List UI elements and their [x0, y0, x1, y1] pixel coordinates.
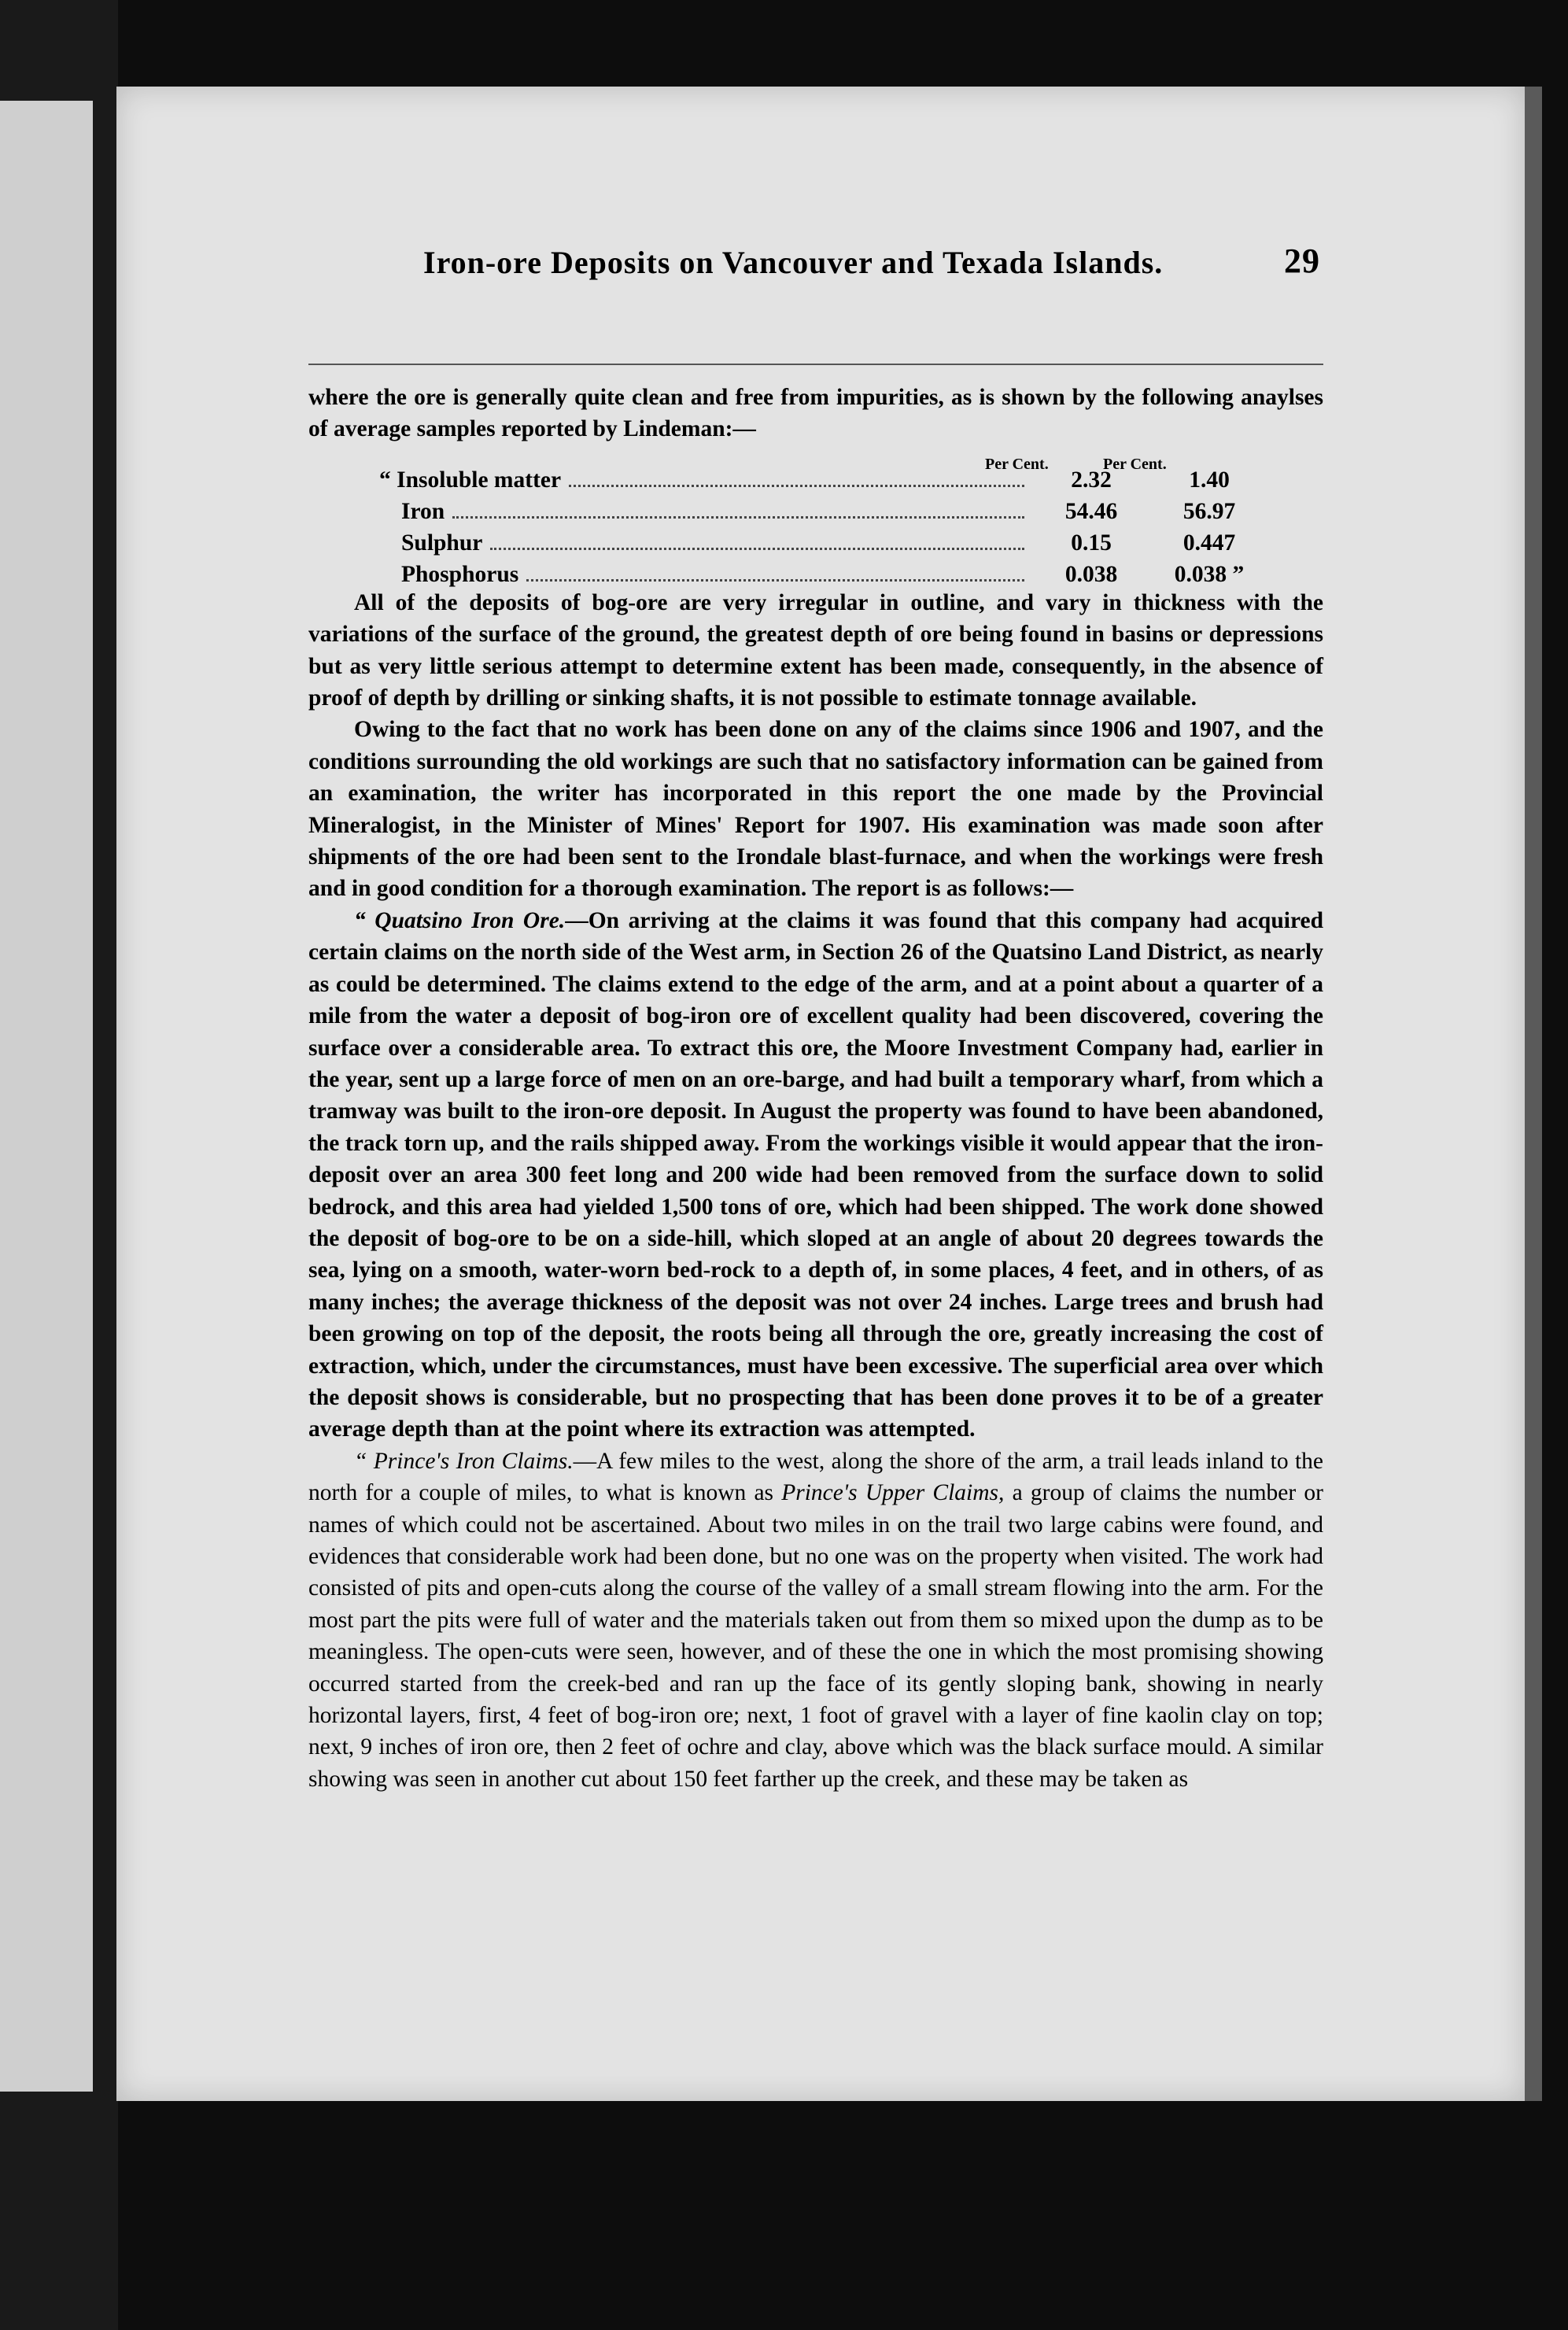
body-text — [308, 382, 1323, 1795]
page-number: 29 — [1284, 242, 1320, 280]
row-value-2: 0.038 ” — [1174, 561, 1245, 587]
princes-heading: “ Prince's Iron Claims. — [354, 1448, 574, 1474]
table-col2-header: Per Cent. — [1103, 455, 1167, 473]
leader-dots — [490, 530, 1024, 550]
quatsino-paragraph — [308, 905, 1323, 1446]
princes-text-b: a group of claims the number or names of which could not be ascertained. About two miles in on the trail two large cabins were found, and evidences that considerable work had been done, but no one was on the property when visited. The work had consisted of pits and open-cuts along the course of the valley of a small stream flowing into the arm. For the most part the pits were full of water and the materials taken out from them so mixed upon the dump as to be meaningless. The open-cuts were seen, however, and of these the one in which the most promising showing occurred started from the creek-bed and ran up the face of its gently sloping bank, showing in nearly horizontal layers, first, 4 feet of bog-iron ore; next, 1 foot of gravel with a layer of fine kaolin clay on top; next, 9 inches of iron ore, then 2 feet of ochre and clay, above which was the black surface mould. A similar showing was seen in another cut about 150 feet farther up the creek, and these may be taken as — [308, 1480, 1323, 1792]
row-value-2: 56.97 — [1182, 498, 1236, 524]
row-value-2: 0.447 — [1182, 530, 1236, 556]
intro-paragraph: where the ore is generally quite clean and free from impurities, as is shown by the following anaylses of average samples reported by Lindeman:— — [308, 385, 1323, 442]
table-row — [401, 496, 1268, 527]
row-value-1: 54.46 — [1064, 498, 1118, 524]
running-header — [305, 236, 1320, 286]
table-row — [379, 464, 1268, 496]
row-label: Sulphur — [401, 530, 483, 556]
row-value-1: 0.038 — [1064, 561, 1118, 587]
quatsino-text: —On arriving at the claims it was found that this company had acquired certain claims on the north side of the West arm, in Section 26 of the Quatsino Land District, as nearly as could be determined. The claims extend to the edge of the arm, and at a point about a quarter of a mile from the water a deposit of bog-iron ore of excellent quality had been discovered, covering the surface over a considerable area. To extract this ore, the Moore Investment Company had, earlier in the year, sent up a large force of men on an ore-barge, and had built a temporary wharf, from which a tramway was built to the iron-ore deposit. In August the property was found to have been abandoned, the track torn up, and the rails shipped away. From the workings visible it would appear that the iron-deposit over an area 300 feet long and 200 wide had been removed from the surface down to solid bedrock, and this area had yielded 1,500 tons of ore, which had been shipped. The work done showed the deposit of bog-ore to be on a side-hill, which sloped at an angle of about 20 degrees towards the sea, lying on a smooth, water-worn bed-rock to a depth of, in some places, 4 feet, and in others, of as many inches; the average thickness of the deposit was not over 24 inches. Large trees and brush had been growing on top of the deposit, the roots being all through the ore, greatly increasing the cost of extraction, which, under the circumstances, must have been excessive. The superficial area over which the deposit shows is considerable, but no prospecting that has been done proves it to be of a greater average depth than at the point where its extraction was attempted. — [308, 907, 1324, 1442]
leader-dots — [569, 467, 1024, 487]
row-label: Iron — [401, 498, 445, 524]
quatsino-heading: “ Quatsino Iron Ore. — [354, 907, 566, 933]
table-row — [401, 559, 1268, 590]
table-col1-header: Per Cent. — [985, 455, 1049, 473]
row-value-1: 0.15 — [1071, 530, 1112, 556]
analysis-table — [308, 445, 1323, 587]
princes-text-a: —A few miles to the west, along the shore of the arm, a trail leads inland to the north for a couple of miles, to what is known as — [308, 1448, 1323, 1506]
leader-dots — [526, 562, 1024, 582]
report-intro-paragraph: Owing to the fact that no work has been done on any of the claims since 1906 and 1907, and the conditions surrounding the old workings are such that no satisfactory information can be gained from an examination, the writer has incorporated in this report the one made by the Provincial Mineralogist, in the Minister of Mines' Report for 1907. His examination was made soon after shipments of the ore had been sent to the Irondale blast-furnace, and when the workings were fresh and in good condition for a thorough examination. The report is as follows:— — [308, 717, 1323, 902]
page-right-shadow — [1525, 87, 1542, 2101]
adjacent-page-edge — [0, 101, 93, 2092]
princes-upper-claims: Prince's Upper Claims, — [781, 1480, 1005, 1506]
row-label: Phosphorus — [401, 561, 519, 587]
running-title: Iron-ore Deposits on Vancouver and Texada Islands. — [423, 245, 1164, 280]
leader-dots — [452, 499, 1024, 519]
row-value-2: 1.40 — [1189, 467, 1230, 493]
princes-paragraph — [308, 1446, 1323, 1795]
row-label: “ Insoluble matter — [379, 467, 562, 493]
header-rule — [308, 364, 1323, 365]
row-value-1: 2.32 — [1071, 467, 1112, 493]
bog-ore-paragraph: All of the deposits of bog-ore are very irregular in outline, and vary in thickness with the variations of the surface of the ground, the greatest depth of ore being found in basins or depressions but as very little serious attempt to determine extent has been made, consequently, in the absence of proof of depth by drilling or sinking shafts, it is not possible to estimate tonnage available. — [308, 589, 1323, 711]
table-row — [401, 527, 1268, 559]
